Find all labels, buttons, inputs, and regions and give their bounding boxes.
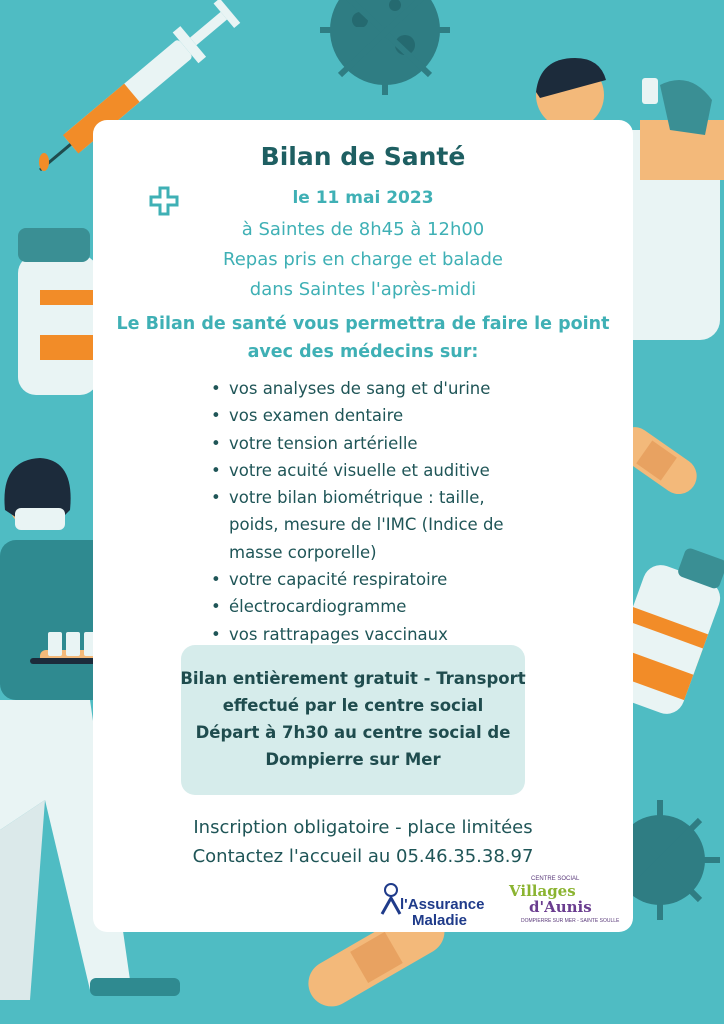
list-item: • votre acuité visuelle et auditive: [211, 457, 529, 484]
villages-line-2: d'Aunis: [529, 898, 592, 916]
inscription-text: Inscription obligatoire - place limitées: [193, 817, 533, 838]
contact-phone: Contactez l'accueil au 05.46.35.38.97: [192, 846, 534, 867]
box-line: Dompierre sur Mer: [265, 750, 441, 769]
meal-line-1: Repas pris en charge et balade: [223, 249, 503, 270]
villages-daunis-logo: [501, 872, 621, 932]
list-item: • votre bilan biométrique : taille, poids, mesure de l'IMC (Indice de masse corporelle): [211, 484, 514, 566]
villages-small: CENTRE SOCIAL: [531, 876, 580, 882]
box-line: Départ à 7h30 au centre social de: [195, 723, 511, 742]
list-item: • vos examen dentaire: [211, 402, 529, 429]
villages-line-1: Villages: [509, 882, 576, 900]
checkup-list: [211, 375, 529, 648]
list-item: • votre tension artérielle: [211, 430, 529, 457]
list-item: • votre capacité respiratoire: [211, 566, 529, 593]
assurance-maladie-logo: [378, 878, 498, 932]
assurance-line-2: Maladie: [412, 912, 468, 929]
transport-info-box: [181, 645, 525, 795]
list-item: • vos analyses de sang et d'urine: [211, 375, 529, 402]
villages-sub: DOMPIERRE SUR MER - SAINTE SOULLE: [521, 918, 620, 924]
virus-icon: [320, 0, 450, 95]
event-place-time: à Saintes de 8h45 à 12h00: [241, 219, 485, 240]
lead-line-1: Le Bilan de santé vous permettra de faire le point: [116, 314, 610, 334]
event-date: le 11 mai 2023: [292, 188, 434, 208]
box-line: Bilan entièrement gratuit - Transport: [180, 669, 526, 688]
lead-text: [93, 310, 633, 366]
list-item: • électrocardiogramme: [211, 593, 529, 620]
meal-line-2: dans Saintes l'après-midi: [249, 279, 477, 300]
assurance-line-1: l'Assurance: [400, 896, 485, 913]
info-card: [93, 120, 633, 932]
transport-info-text: [181, 665, 525, 773]
lead-line-2: avec des médecins sur:: [247, 342, 479, 362]
page-title: Bilan de Santé: [260, 142, 466, 171]
list-item: • vos rattrapages vaccinaux: [211, 621, 529, 648]
box-line: effectué par le centre social: [222, 696, 484, 715]
